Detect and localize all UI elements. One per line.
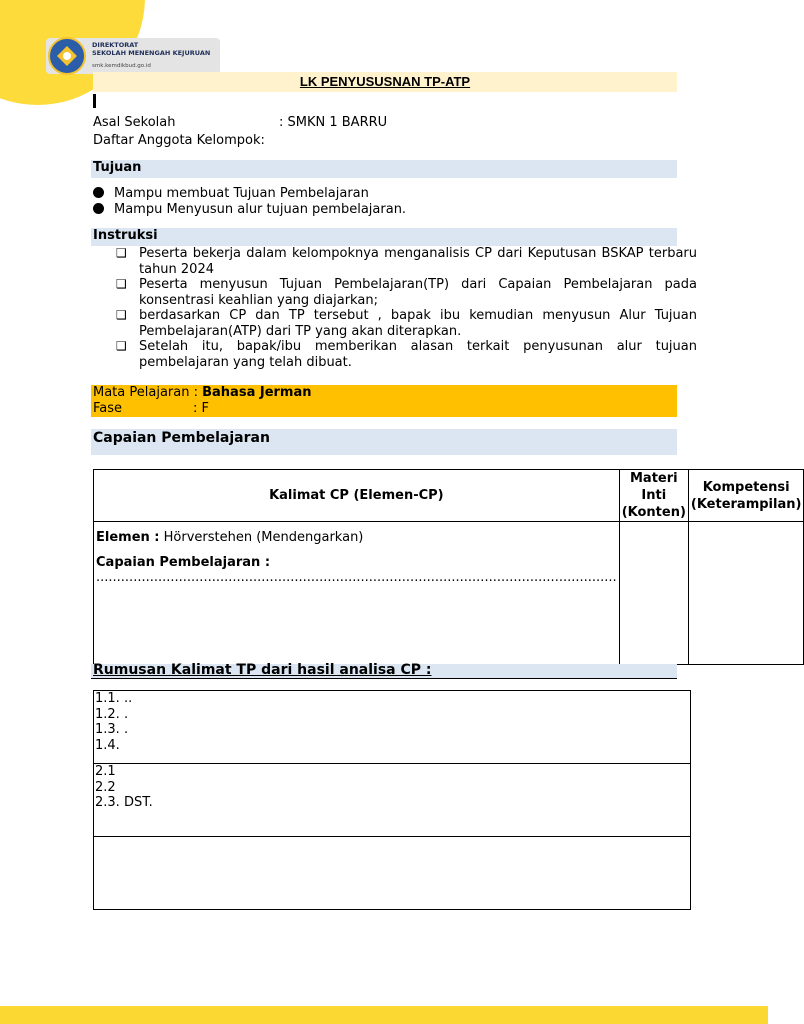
cp-label: Capaian Pembelajaran : (96, 555, 271, 570)
tp-group-2[interactable] (94, 764, 691, 837)
cp-table (93, 469, 804, 665)
header-kompetensi: Kompetensi (Keterampilan) (688, 470, 804, 522)
list-item: 1.1. .. (95, 691, 133, 706)
rumusan-heading: Rumusan Kalimat TP dari hasil analisa CP : (93, 662, 432, 678)
school-value: : SMKN 1 BARRU (279, 115, 388, 130)
bottom-yellow-bar (0, 1006, 768, 1024)
kompetensi-cell[interactable] (688, 522, 804, 665)
tp-group-1[interactable] (94, 691, 691, 764)
list-item: ❑ Peserta bekerja dalam kelompoknya menganalisis CP dari Keputusan BSKAP terbaru tahun 2024 (116, 246, 697, 277)
text-cursor (93, 94, 96, 108)
logo-text: DIREKTORAT SEKOLAH MENENGAH KEJURUAN (92, 41, 211, 57)
emblem-icon (48, 37, 86, 75)
bullet-icon (93, 187, 104, 198)
checkbox-icon: ❑ (116, 277, 127, 291)
tujuan-section (91, 160, 677, 178)
header-materi-inti: Materi Inti (Konten) (619, 470, 688, 522)
subject-bar (91, 385, 677, 417)
mapel-value: Bahasa Jerman (202, 385, 312, 400)
list-item: 1.3. . (95, 722, 129, 737)
list-item: Mampu membuat Tujuan Pembelajaran (93, 186, 369, 202)
rumusan-section (91, 664, 677, 679)
logo-url: smk.kemdikbud.go.id (92, 63, 151, 69)
mapel-row (93, 385, 312, 401)
capaian-heading: Capaian Pembelajaran (93, 430, 270, 446)
tp-group-3[interactable] (94, 837, 691, 910)
tujuan-heading: Tujuan (93, 160, 142, 175)
fase-label: Fase (93, 401, 123, 416)
checkbox-icon: ❑ (116, 246, 127, 260)
tp-table (93, 690, 691, 910)
list-item: 2.2 (95, 779, 116, 795)
list-item: ❑ berdasarkan CP dan TP tersebut , bapak ibu kemudian menyusun Alur Tujuan Pembelajaran(ATP) dari TP yang akan diterapkan. (116, 308, 697, 339)
capaian-section (91, 429, 677, 455)
directorate-logo (46, 38, 220, 74)
group-value: : (260, 133, 265, 148)
page-title: LK PENYUSUSNAN TP-ATP (299, 74, 471, 89)
instruksi-section (91, 228, 677, 246)
fase-row (93, 401, 209, 417)
title-bar (93, 72, 677, 92)
fase-value: : F (193, 401, 209, 416)
school-row (93, 115, 388, 131)
bullet-icon (93, 203, 104, 214)
elemen-label: Elemen : (96, 530, 160, 545)
list-item: ❑ Setelah itu, bapak/ibu memberikan alasan terkait penyusunan alur tujuan pembelajaran yang telah dibuat. (116, 339, 697, 370)
cp-cell[interactable] (94, 522, 620, 665)
checkbox-icon: ❑ (116, 308, 127, 322)
instruksi-heading: Instruksi (93, 228, 158, 243)
group-label: Daftar Anggota Kelompok (93, 133, 261, 148)
instruction-list (116, 246, 697, 370)
list-item: ❑ Peserta menyusun Tujuan Pembelajaran(TP) dari Capaian Pembelajaran pada konsentrasi keahlian yang diajarkan; (116, 277, 697, 308)
list-item: 2.3. DST. (95, 795, 153, 810)
group-row (93, 133, 265, 149)
cp-dots: .............................................................................................................................. (96, 570, 617, 585)
materi-cell[interactable] (619, 522, 688, 665)
header-kalimat-cp: Kalimat CP (Elemen-CP) (94, 470, 620, 522)
list-item: 1.4. (95, 737, 120, 753)
list-item: Mampu Menyusun alur tujuan pembelajaran. (93, 202, 406, 218)
checkbox-icon: ❑ (116, 339, 127, 353)
list-item: 2.1 (95, 764, 116, 779)
elemen-value: Hörverstehen (Mendengarkan) (163, 530, 364, 545)
list-item: 1.2. . (95, 706, 129, 722)
mapel-label: Mata Pelajaran : (93, 385, 198, 400)
school-label: Asal Sekolah (93, 115, 176, 130)
